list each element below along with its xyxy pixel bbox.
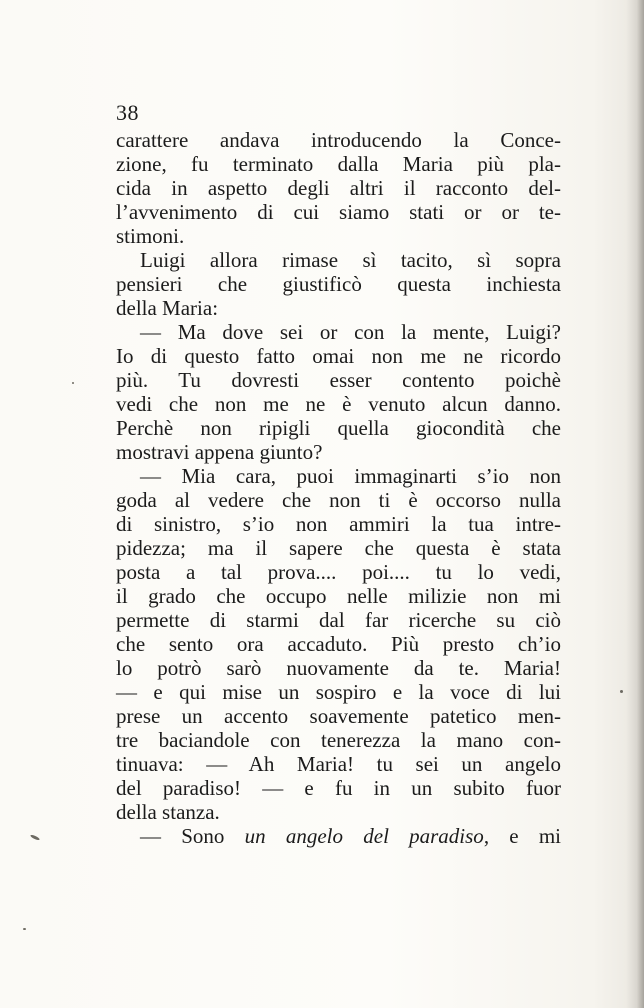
text-line-19: posta a tal prova.... poi.... tu lo vedi, <box>116 560 561 584</box>
text-line-3: cida in aspetto degli altri il racconto del- <box>116 176 561 200</box>
text-line-24: — e qui mise un sospiro e la voce di lui <box>116 680 561 704</box>
text-line-21: permette di starmi dal far ricerche su ciò <box>116 608 561 632</box>
text-line-26: tre baciandole con tenerezza la mano con- <box>116 728 561 752</box>
paper-speck <box>72 382 74 384</box>
text-line-2: zione, fu terminato dalla Maria più pla- <box>116 152 561 176</box>
final-line-italic: un angelo del paradiso <box>244 824 484 848</box>
page-number: 38 <box>116 100 139 125</box>
text-line-17: di sinistro, s’io non ammiri la tua intre- <box>116 512 561 536</box>
text-line-6: Luigi allora rimase sì tacito, sì sopra <box>140 248 561 272</box>
text-line-18: pidezza; ma il sapere che questa è stata <box>116 536 561 560</box>
text-line-9: — Ma dove sei or con la mente, Luigi? <box>140 320 561 344</box>
text-line-30 <box>140 824 561 848</box>
text-line-16: goda al vedere che non ti è occorso nulla <box>116 488 561 512</box>
paper-speck <box>23 928 26 930</box>
text-line-8: della Maria: <box>116 296 219 320</box>
text-line-10: Io di questo fatto omai non me ne ricordo <box>116 344 561 368</box>
text-line-15: — Mia cara, puoi immaginarti s’io non <box>140 464 561 488</box>
text-line-12: vedi che non me ne è venuto alcun danno. <box>116 392 561 416</box>
page-gutter-shadow <box>626 0 644 1008</box>
text-line-23: lo potrò sarò nuovamente da te. Maria! <box>116 656 561 680</box>
text-line-22: che sento ora accaduto. Più presto ch’io <box>116 632 561 656</box>
paper-speck <box>620 690 623 693</box>
text-line-1: carattere andava introducendo la Conce- <box>116 128 561 152</box>
text-line-7: pensieri che giustificò questa inchiesta <box>116 272 561 296</box>
text-line-25: prese un accento soavemente patetico men- <box>116 704 561 728</box>
text-line-11: più. Tu dovresti esser contento poichè <box>116 368 561 392</box>
text-line-27: tinuava: — Ah Maria! tu sei un angelo <box>116 752 561 776</box>
paper-speck <box>30 834 40 841</box>
final-line-before: — Sono <box>140 824 245 848</box>
text-line-5: stimoni. <box>116 224 185 248</box>
text-line-20: il grado che occupo nelle milizie non mi <box>116 584 561 608</box>
text-line-29: della stanza. <box>116 800 220 824</box>
final-line-after: , e mi <box>483 824 561 848</box>
text-line-4: l’avvenimento di cui siamo stati or or te- <box>116 200 561 224</box>
text-line-14: mostravi appena giunto? <box>116 440 323 464</box>
text-line-13: Perchè non ripigli quella giocondità che <box>116 416 561 440</box>
text-line-28: del paradiso! — e fu in un subito fuor <box>116 776 561 800</box>
